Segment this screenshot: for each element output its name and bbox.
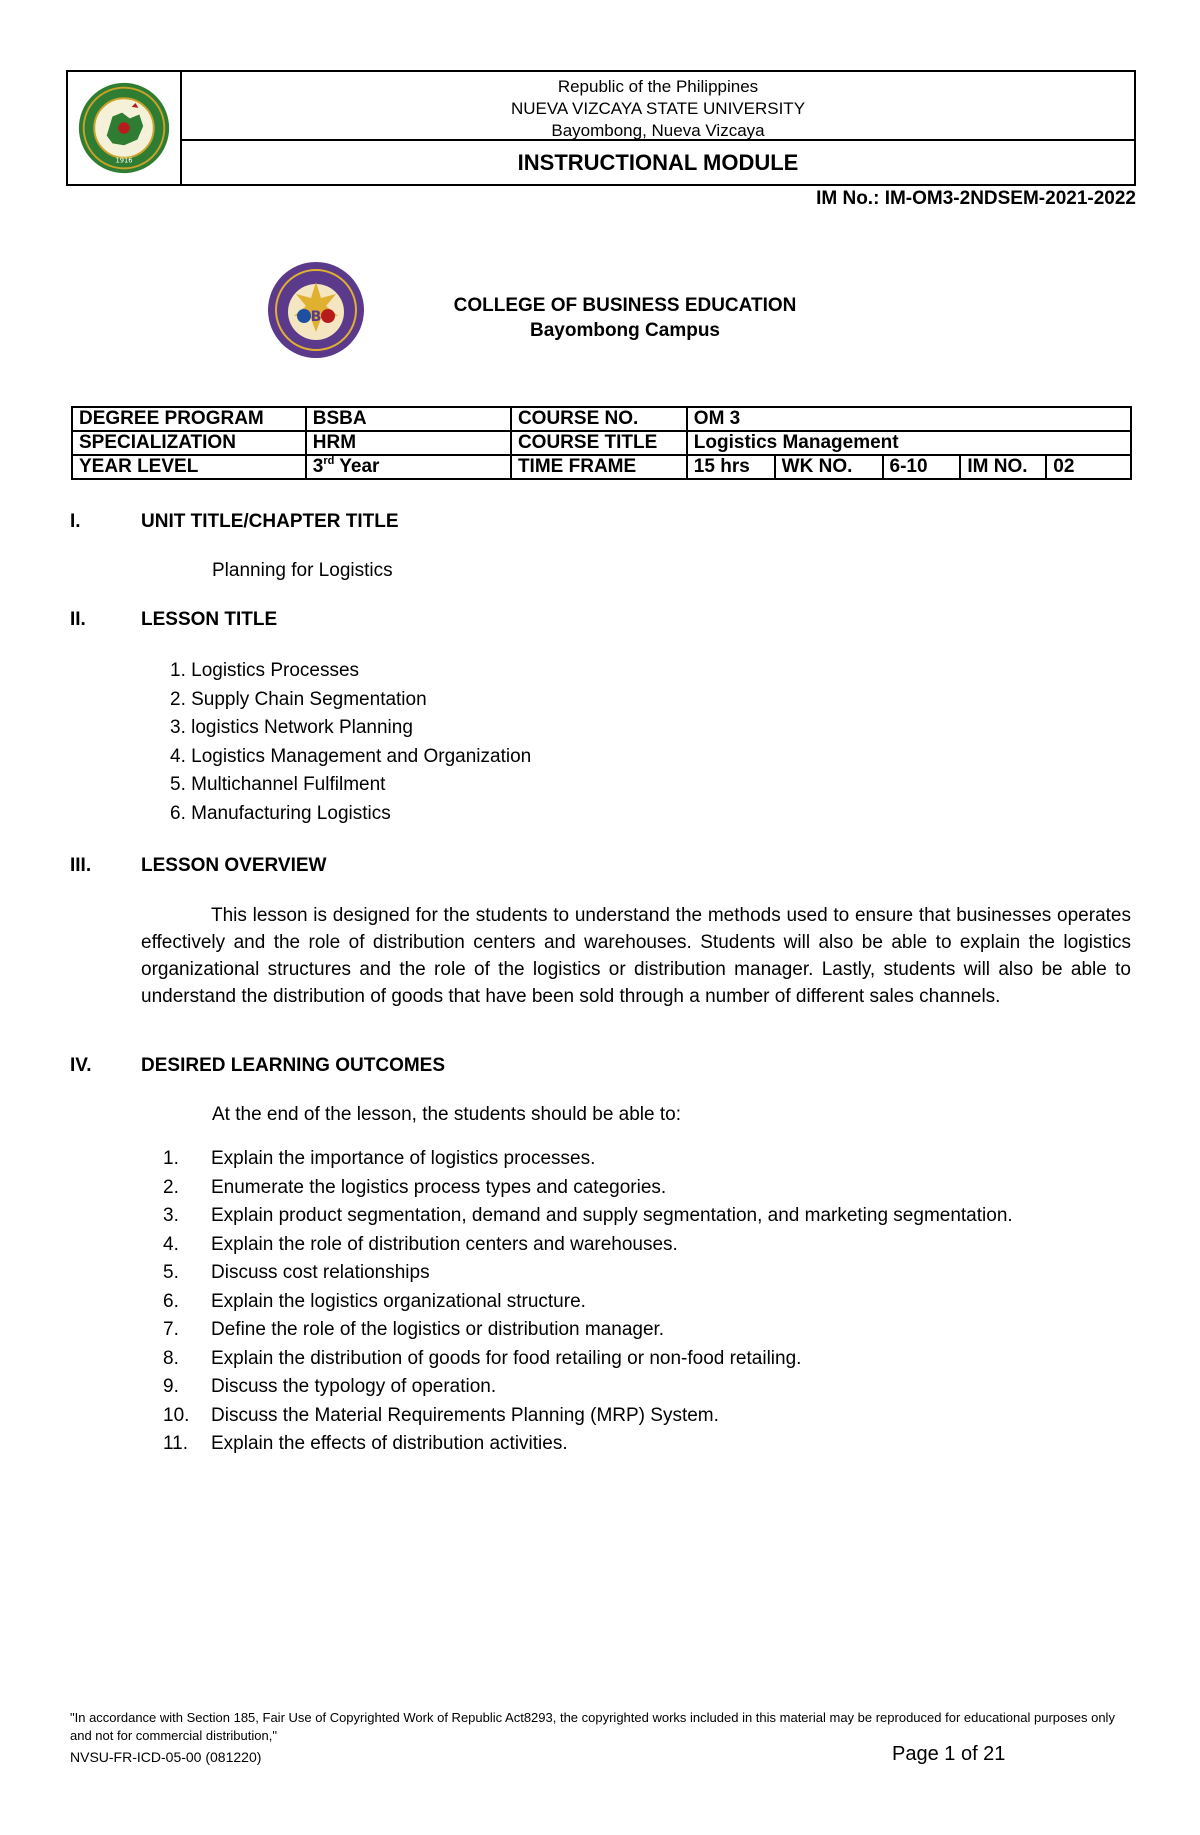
list-item xyxy=(163,1288,1131,1317)
year-level-label: YEAR LEVEL xyxy=(72,455,306,479)
specialization-label: SPECIALIZATION xyxy=(72,431,306,455)
list-item xyxy=(163,1145,1131,1174)
republic-text: Republic of the Philippines xyxy=(557,77,759,96)
college-heading xyxy=(400,293,850,343)
svg-text:1916: 1916 xyxy=(115,156,133,165)
svg-text:B: B xyxy=(310,309,322,325)
item-text: Discuss cost relationships xyxy=(211,1262,430,1283)
year-level-value xyxy=(306,455,511,479)
item-text: Enumerate the logistics process types and categories. xyxy=(211,1176,667,1198)
list-item: 1. Logistics Processes xyxy=(170,660,360,681)
item-number: 10. xyxy=(163,1404,190,1426)
learning-outcomes-list xyxy=(163,1145,1131,1459)
table-row xyxy=(72,431,1131,455)
item-number: 1. xyxy=(163,1148,179,1169)
college-campus: Bayombong Campus xyxy=(529,320,721,341)
lesson-overview-paragraph: This lesson is designed for the students to understand the methods used to ensure that businesses operates effectively and the role of distribution centers and warehouses. Students will also be able to explain the logistics organizational structures and the role of the logistics or distribution manager. Lastly, students will also be able to understand the distribution of goods that have been sold through a number of different sales channels. xyxy=(141,905,1131,1007)
item-number: 4. xyxy=(163,1233,179,1255)
course-info-table xyxy=(71,406,1132,480)
lesson-title-list xyxy=(170,657,531,828)
item-text: Explain the role of distribution centers and warehouses. xyxy=(211,1233,678,1255)
list-item xyxy=(163,1316,1131,1345)
item-number: 5. xyxy=(163,1262,179,1283)
page-number: Page 1 of 21 xyxy=(892,1743,1006,1765)
header-box xyxy=(66,70,1136,186)
item-number: 8. xyxy=(163,1347,179,1369)
section-3-title: LESSON OVERVIEW xyxy=(141,855,327,876)
item-number: 7. xyxy=(163,1319,179,1340)
list-item xyxy=(163,1402,1131,1431)
header-top xyxy=(182,72,1134,141)
course-no-value: OM 3 xyxy=(687,407,1131,431)
outcomes-intro: At the end of the lesson, the students should be able to: xyxy=(212,1104,681,1125)
time-frame-label: TIME FRAME xyxy=(511,455,687,479)
item-text: Explain the importance of logistics processes. xyxy=(211,1148,596,1169)
section-1-number: I. xyxy=(70,511,81,532)
list-item xyxy=(163,1259,1131,1288)
time-frame-value: 15 hrs xyxy=(687,455,775,479)
degree-program-label: DEGREE PROGRAM xyxy=(72,407,306,431)
im-no-label: IM NO. xyxy=(960,455,1046,479)
course-no-label: COURSE NO. xyxy=(511,407,687,431)
item-number: 11. xyxy=(163,1433,189,1454)
college-name: COLLEGE OF BUSINESS EDUCATION xyxy=(453,295,797,316)
list-item xyxy=(163,1174,1131,1203)
item-number: 2. xyxy=(163,1176,179,1198)
form-code: NVSU-FR-ICD-05-00 (081220) xyxy=(70,1749,262,1765)
table-row xyxy=(72,455,1131,479)
wk-no-value: 6-10 xyxy=(883,455,961,479)
item-text: Explain the logistics organizational structure. xyxy=(211,1290,586,1312)
year-level-suffix: rd xyxy=(323,455,335,467)
document-type-title: INSTRUCTIONAL MODULE xyxy=(517,150,799,175)
course-title-value: Logistics Management xyxy=(687,431,1131,455)
item-text: Define the role of the logistics or distribution manager. xyxy=(211,1319,665,1340)
specialization-value: HRM xyxy=(306,431,511,455)
degree-program-value: BSBA xyxy=(306,407,511,431)
im-number: IM No.: IM-OM3-2NDSEM-2021-2022 xyxy=(816,188,1136,209)
list-item: 4. Logistics Management and Organization xyxy=(170,745,532,767)
section-4-number: IV. xyxy=(70,1055,92,1076)
item-text: Explain product segmentation, demand and supply segmentation, and marketing segmentation. xyxy=(211,1205,1013,1226)
list-item xyxy=(163,1231,1131,1260)
list-item: 2. Supply Chain Segmentation xyxy=(170,688,427,710)
im-no-value: 02 xyxy=(1046,455,1131,479)
list-item: 5. Multichannel Fulfilment xyxy=(170,774,386,795)
item-text: Discuss the typology of operation. xyxy=(211,1376,497,1397)
section-3-number: III. xyxy=(70,855,92,876)
item-text: Explain the effects of distribution activities. xyxy=(211,1433,568,1454)
list-item: 6. Manufacturing Logistics xyxy=(170,802,391,824)
university-seal-icon xyxy=(76,80,172,176)
university-name: NUEVA VIZCAYA STATE UNIVERSITY xyxy=(510,99,806,118)
list-item xyxy=(163,1373,1131,1402)
section-2-title: LESSON TITLE xyxy=(141,609,278,630)
table-row xyxy=(72,407,1131,431)
year-level-word: Year xyxy=(334,456,380,477)
college-logo-icon xyxy=(266,260,366,360)
section-1-title: UNIT TITLE/CHAPTER TITLE xyxy=(141,511,399,532)
section-4-title: DESIRED LEARNING OUTCOMES xyxy=(141,1055,446,1076)
header-logo-cell xyxy=(68,72,182,184)
year-level-number: 3 xyxy=(312,456,324,477)
unit-title-text: Planning for Logistics xyxy=(212,560,393,581)
course-title-label: COURSE TITLE xyxy=(511,431,687,455)
list-item: 3. logistics Network Planning xyxy=(170,717,413,738)
item-number: 3. xyxy=(163,1205,179,1226)
section-2-number: II. xyxy=(70,609,86,630)
header-title-area xyxy=(182,72,1134,184)
item-text: Explain the distribution of goods for food retailing or non-food retailing. xyxy=(211,1347,802,1369)
wk-no-label: WK NO. xyxy=(775,455,883,479)
item-number: 6. xyxy=(163,1290,179,1312)
list-item xyxy=(163,1202,1131,1231)
list-item xyxy=(163,1430,1131,1459)
copyright-note: "In accordance with Section 185, Fair Use of Copyrighted Work of Republic Act8293, the copyrighted works included in this material may be reproduced for educational purposes only and not for commercial distribution," xyxy=(70,1710,1115,1743)
list-item xyxy=(163,1345,1131,1374)
item-number: 9. xyxy=(163,1376,179,1397)
item-text: Discuss the Material Requirements Planning (MRP) System. xyxy=(211,1404,719,1426)
university-location: Bayombong, Nueva Vizcaya xyxy=(551,121,765,140)
